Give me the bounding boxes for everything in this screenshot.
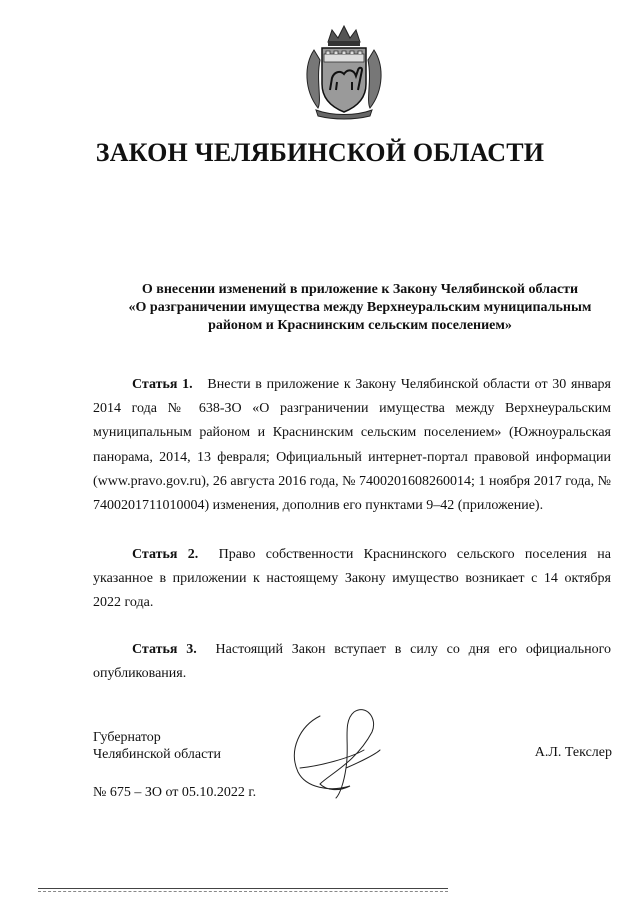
document-number: № 675 – ЗО от 05.10.2022 г. [93, 785, 257, 800]
article-text: Внести в приложение к Закону Челябинской области от 30 января 2014 года № 638-ЗО «О разграничении имущества между Верхнеуральским муниципальным районом и Краснинским сельским поселением» (Южноуральская панорама, 2014, 13 февраля; Официальный интернет-портал правовой информации (www.pravo.gov.ru), 26 августа 2016 года, № 7400201608260014; 1 ноября 2017 года, № 7400201711010004) изменения, дополнив его пунктами 9–42 (приложение). [93, 377, 611, 514]
article-2 [93, 543, 611, 616]
article-label: Статья 1. [132, 377, 193, 392]
position-line: Челябинской области [93, 747, 221, 762]
article-text: Настоящий Закон вступает в силу со дня его официального опубликования. [93, 642, 611, 682]
position-line: Губернатор [93, 730, 161, 745]
footer-divider [38, 888, 448, 889]
signatory-name: А.Л. Текслер [534, 745, 612, 760]
subject-line: О внесении изменений в приложение к Закону Челябинской области [141, 282, 579, 297]
article-3 [93, 638, 611, 686]
article-label: Статья 3. [132, 642, 197, 657]
article-text: Право собственности Краснинского сельского поселения на указанное в приложении к настоящему Закону имущество возникает с 14 октября 2022 года. [93, 547, 612, 611]
subject-line: «О разграничении имущества между Верхнеуральским муниципальным [128, 300, 592, 315]
footer-divider [38, 891, 448, 892]
document-title: ЗАКОН ЧЕЛЯБИНСКОЙ ОБЛАСТИ [95, 138, 545, 167]
signatory-position [93, 729, 221, 763]
law-subject [80, 281, 640, 335]
coat-of-arms-icon [296, 20, 392, 120]
article-1 [93, 373, 611, 518]
article-label: Статья 2. [132, 547, 199, 562]
subject-line: районом и Краснинским сельским поселением» [208, 318, 512, 333]
handwritten-signature-icon [280, 692, 390, 800]
